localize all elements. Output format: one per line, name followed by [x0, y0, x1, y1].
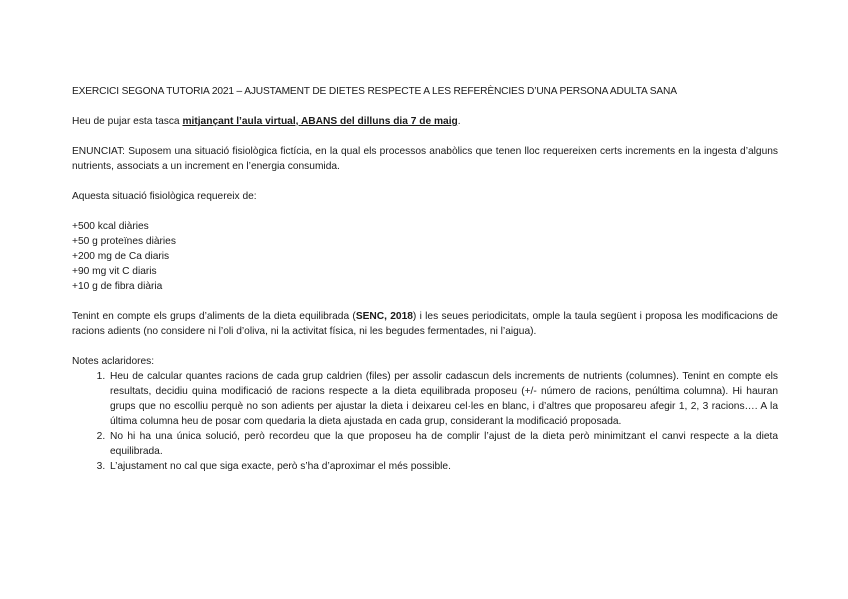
note-item: 3. L’ajustament no cal que siga exacte, però s’ha d’aproximar el més possible.	[108, 459, 778, 474]
instruction-suffix: .	[457, 116, 461, 127]
task-reference: SENC, 2018	[355, 311, 413, 322]
document-page	[72, 84, 778, 474]
task-suffix: ) i les seues periodicitats, omple la taula següent i proposa les modificacions de racions adients (no considere ni l’oli d’oliva, ni la activitat física, ni les begudes fermentades, ni l’aigua).	[72, 311, 778, 337]
requirement-intro: Aquesta situació fisiològica requereix de:	[72, 191, 257, 202]
requirement-item: +200 mg de Ca diaris	[72, 251, 170, 262]
requirement-item: +10 g de fibra diària	[72, 281, 163, 292]
notes-heading: Notes aclaridores:	[72, 356, 155, 367]
requirement-item: +90 mg vit C diaris	[72, 266, 157, 277]
document-title: EXERCICI SEGONA TUTORIA 2021 – AJUSTAMENT DE DIETES RESPECTE A LES REFERÈNCIES D’UNA PERSONA ADULTA SANA	[72, 86, 677, 97]
requirement-item: +50 g proteïnes diàries	[72, 236, 176, 247]
notes-list	[72, 369, 778, 474]
statement-paragraph: ENUNCIAT: Suposem una situació fisiològica fictícia, en la qual els processos anabòlics que tenen lloc requereixen certs increments en la ingesta d’alguns nutrients, associats a un increment en l’energia consumida.	[72, 146, 778, 172]
instruction-paragraph	[72, 114, 778, 129]
task-paragraph	[72, 309, 778, 339]
note-item: 1. Heu de calcular quantes racions de cada grup caldrien (files) per assolir cadascun dels increments de nutrients (columnes). Tenint en compte els resultats, decidiu quina modificació de racions respecte a la dieta equilibrada proposeu (+/- número de racions, penúltima columna). Hi hauran grups que no escolliu perquè no son adients per ajustar la dieta i deixareu cel·les en blanc, i d’altres que proposareu afegir 1, 2, 3 racions…. A la última columna heu de posar com quedaria la dieta ajustada en cada grup, considerant la modificació proposada.	[108, 369, 778, 429]
instruction-prefix: Heu de pujar esta tasca	[72, 116, 183, 127]
instruction-deadline: mitjançant l’aula virtual, ABANS del dilluns dia 7 de maig	[182, 116, 458, 127]
task-prefix: Tenint en compte els grups d’aliments de la dieta equilibrada (	[72, 311, 356, 322]
requirements-list	[72, 219, 778, 294]
requirement-item: +500 kcal diàries	[72, 221, 149, 232]
note-item: 2. No hi ha una única solució, però recordeu que la que proposeu ha de complir l’ajust de la dieta però minimitzant el canvi respecte a la dieta equilibrada.	[108, 429, 778, 459]
